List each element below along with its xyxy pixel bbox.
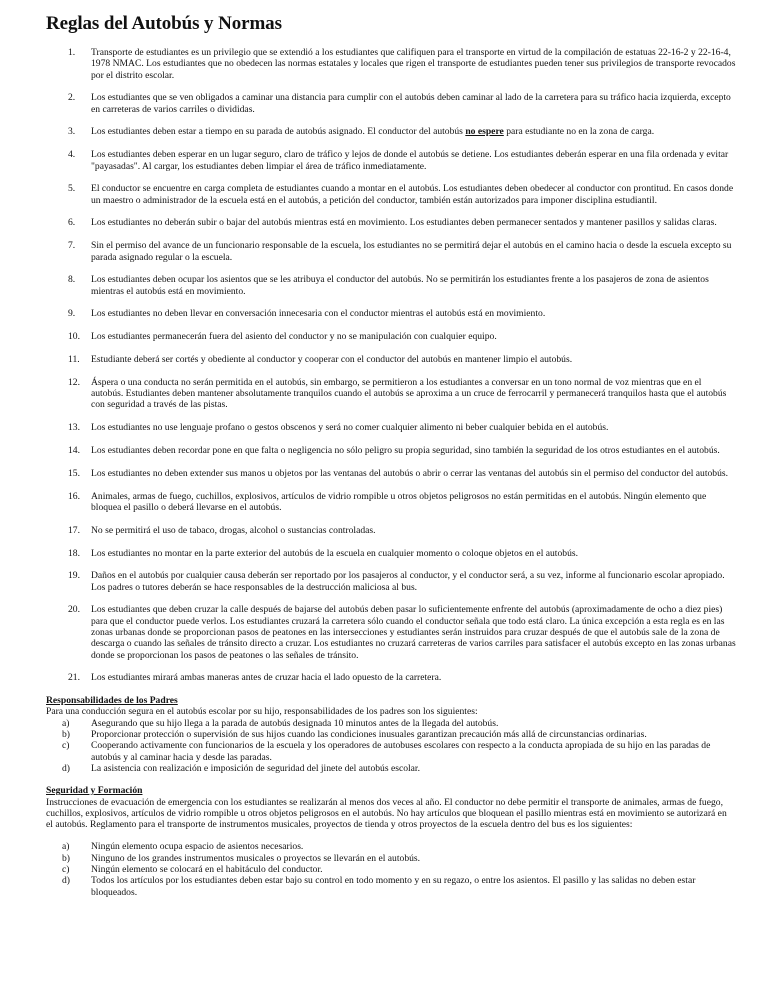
item-text: Ningún elemento ocupa espacio de asientos necesarios. xyxy=(91,841,304,853)
item-text: Estudiante deberá ser cortés y obediente al conductor y cooperar con el conductor del autobús en mantener limpio el autobús. xyxy=(91,354,573,366)
document-page xyxy=(46,12,736,898)
item-number: 5. xyxy=(68,183,76,195)
item-text: Áspera o una conducta no serán permitida en el autobús, sin embargo, se permitieron a los estudiantes a conversar en un tono normal de voz mientras que en el autobús. Estudiantes deben mantener absolutamente tranquilos cuando el autobús se aproxima a un cruce de ferrocarril y permanecerá tranquilos hasta que el autobús con seguridad a través de las pistas. xyxy=(91,376,727,411)
parents-section xyxy=(46,695,736,774)
rule-item xyxy=(46,308,736,319)
item-number: 19. xyxy=(68,570,80,582)
rule-item xyxy=(46,354,736,365)
item-text: No se permitirá el uso de tabaco, drogas, alcohol o sustancias controladas. xyxy=(91,524,376,536)
rule-item xyxy=(46,149,736,172)
rule-item xyxy=(46,604,736,660)
item-text: para estudiante no en la zona de carga. xyxy=(503,126,655,138)
item-number: 18. xyxy=(68,547,80,559)
item-text: Asegurando que su hijo llega a la parada de autobús designada 10 minutos antes de la llegada del autobús. xyxy=(91,717,499,729)
section-intro: Instrucciones de evacuación de emergencia con los estudiantes se realizarán al menos dos veces al año. El conductor no debe permitir el transporte de animales, armas de fuego, cuchillos, explosivos, artículos de vidrio rompible u otros objetos peligrosos en el autobús. No hay artículos que bloquean el pasillo mientras está en movimiento se autorizará en el autobús. Reglamento para el transporte de instrumentos musicales, proyectos de tienda y otros proyectos de la escuela dentro del bus es los siguientes: xyxy=(46,796,727,831)
rule-item xyxy=(46,183,736,206)
list-item xyxy=(46,740,736,763)
item-letter: b) xyxy=(62,852,70,864)
item-text: Ninguno de los grandes instrumentos musicales o proyectos se llevarán en el autobús. xyxy=(91,852,421,864)
rule-item xyxy=(46,672,736,683)
list-item xyxy=(46,853,736,864)
item-text: Transporte de estudiantes es un privilegio que se extendió a los estudiantes que califiquen para el transporte en virtud de la compilación de estatuas 22-16-2 y 22-16-4, 1978 NMAC. Los estudiantes que no obedecen las normas estatales y locales que rigen el transporte de estudiantes pueden tener sus privilegios de transporte revocados por el distrito escolar. xyxy=(91,47,736,81)
item-number: 6. xyxy=(68,217,76,229)
item-letter: b) xyxy=(62,729,70,741)
item-text: Los estudiantes que deben cruzar la calle después de bajarse del autobús deben pasar lo suficientemente enfrente del autobús (aproximadamente de ocho a diez pies) para que el conductor puede verlos. Los estudiantes cruzará la carretera sólo cuando el conductor señala que todo está claro. La única excepción a esta regla es en las zonas urbanas donde se proporcionan pasos de peatones en las intersecciones y estudiantes serán instruidos para cruzar después de que el autobús sale de la zona de descarga o cuando las señales de tránsito directo a cruzar. Los estudiantes no cruzará carreteras de varios carriles para satisfacer el autobús excepto en las zonas urbanas donde se proporcionan los pasos de peatones o las señales de tránsito. xyxy=(91,604,736,661)
section-intro: Para una conducción segura en el autobús escolar por su hijo, responsabilidades de los padres son los siguientes: xyxy=(46,706,478,718)
item-number: 4. xyxy=(68,149,76,161)
item-letter: d) xyxy=(62,762,70,774)
item-text: Los estudiantes deben ocupar los asientos que se les atribuya el conductor del autobús. No se permitirán los estudiantes frente a los pasajeros de zona de asientos mientras el autobús está en movimiento. xyxy=(91,274,709,297)
list-item xyxy=(46,763,736,774)
rule-item xyxy=(46,92,736,115)
item-number: 11. xyxy=(68,354,80,366)
rule-item xyxy=(46,422,736,433)
list-item xyxy=(46,718,736,729)
item-letter: c) xyxy=(62,740,70,752)
rule-item xyxy=(46,548,736,559)
list-item xyxy=(46,875,736,898)
item-number: 1. xyxy=(68,47,76,58)
page-title: Reglas del Autobús y Normas xyxy=(46,13,282,34)
item-text: Todos los artículos por los estudiantes deben estar bajo su control en todo momento y en su regazo, o entre los asientos. El pasillo y las salidas no deben estar bloqueados. xyxy=(91,875,696,898)
rule-item xyxy=(46,445,736,456)
item-text: Los estudiantes no deben extender sus manos u objetos por las ventanas del autobús o abrir o cerrar las ventanas del autobús sin el permiso del conductor del autobús. xyxy=(91,467,729,479)
rule-item xyxy=(46,240,736,263)
item-number: 7. xyxy=(68,240,76,252)
rule-item xyxy=(46,377,736,411)
item-number: 14. xyxy=(68,445,80,457)
spacer xyxy=(46,830,736,841)
safety-section xyxy=(46,785,736,898)
item-letter: a) xyxy=(62,841,70,853)
rule-item xyxy=(46,570,736,593)
item-text: Los estudiantes mirará ambas maneras antes de cruzar hacia el lado opuesto de la carretera. xyxy=(91,672,442,684)
item-number: 16. xyxy=(68,490,80,502)
item-text: Los estudiantes deben recordar pone en que falta o negligencia no sólo peligro su propia seguridad, sino también la seguridad de los otros estudiantes en el autobús. xyxy=(91,445,720,457)
rule-item xyxy=(46,491,736,514)
item-number: 10. xyxy=(68,331,80,343)
spacer xyxy=(46,774,736,785)
list-item xyxy=(46,729,736,740)
item-text: Los estudiantes deben esperar en un lugar seguro, claro de tráfico y lejos de donde el autobús se detiene. Los estudiantes deberán esperar en una fila ordenada y evitar "payasadas". Al cargar, los estudiantes deben limpiar el área de tráfico inmediatamente. xyxy=(91,149,729,172)
parents-list xyxy=(46,718,736,774)
item-number: 20. xyxy=(68,604,80,616)
rules-list xyxy=(46,47,736,684)
rule-item xyxy=(46,274,736,297)
rule-item xyxy=(46,525,736,536)
item-text: Los estudiantes no use lenguaje profano o gestos obscenos y será no comer cualquier alimento ni beber cualquier bebida en el autobús. xyxy=(91,422,609,434)
item-letter: d) xyxy=(62,875,70,887)
item-text: Los estudiantes no montar en la parte exterior del autobús de la escuela en cualquier momento o coloque objetos en el autobús. xyxy=(91,547,578,559)
item-text: Los estudiantes permanecerán fuera del asiento del conductor y no se manipulación con cualquier equipo. xyxy=(91,331,497,343)
list-item xyxy=(46,864,736,875)
item-number: 12. xyxy=(68,376,80,388)
section-heading: Seguridad y Formación xyxy=(46,785,143,797)
item-text: Animales, armas de fuego, cuchillos, explosivos, artículos de vidrio rompible u otros objetos peligrosos no están permitidas en el autobús. Ningún elemento que bloquea el pasillo o deberá llevarse en el autobús. xyxy=(91,490,707,513)
item-text: Los estudiantes no deberán subir o bajar del autobús mientras está en movimiento. Los estudiantes deben permanecer sentados y mantener pasillos y salidas claras. xyxy=(91,217,717,229)
item-text: Ningún elemento se colocará en el habitáculo del conductor. xyxy=(91,864,323,876)
item-text: Los estudiantes deben estar a tiempo en su parada de autobús asignado. El conductor del autobús xyxy=(91,126,466,138)
item-number: 17. xyxy=(68,524,80,536)
section-heading: Responsabilidades de los Padres xyxy=(46,695,178,707)
list-item xyxy=(46,841,736,852)
emphasis-text: no espere xyxy=(465,126,504,138)
item-text: Proporcionar protección o supervisión de sus hijos cuando las condiciones inusuales garantizan precaución más allá de circunstancias ordinarias. xyxy=(91,729,647,741)
item-number: 13. xyxy=(68,422,80,434)
item-number: 3. xyxy=(68,126,76,138)
item-letter: c) xyxy=(62,864,70,876)
item-text: Los estudiantes no deben llevar en conversación innecesaria con el conductor mientras el autobús está en movimiento. xyxy=(91,308,546,320)
rule-item xyxy=(46,47,736,81)
item-text: Daños en el autobús por cualquier causa deberán ser reportado por los pasajeros al conductor, y el conductor será, a su vez, informe al funcionario escolar apropiado. Los padres o tutores deberán se hace responsables de la destrucción maliciosa al bus. xyxy=(91,570,725,593)
rule-item xyxy=(46,217,736,228)
item-text: Los estudiantes que se ven obligados a caminar una distancia para cumplir con el autobús deben caminar al lado de la carretera para su tráfico hacia izquierda, excepto en carreteras de varios carriles o divididas. xyxy=(91,92,731,115)
item-text: La asistencia con realización e imposición de seguridad del jinete del autobús escolar. xyxy=(91,762,420,774)
item-text: Sin el permiso del avance de un funcionario responsable de la escuela, los estudiantes no se permitirá dejar el autobús en el camino hacia o desde la escuela excepto su parada asignado regular o la escuela. xyxy=(91,240,732,263)
safety-list xyxy=(46,841,736,897)
item-number: 15. xyxy=(68,467,80,479)
item-letter: a) xyxy=(62,717,70,729)
item-text: El conductor se encuentre en carga completa de estudiantes cuando a montar en el autobús. Los estudiantes deben obedecer al conductor con prontitud. En casos donde un maestro o administrador de la escuela está en el autobús, a petición del conductor, también están autorizados para imponer disciplina estudiantil. xyxy=(91,183,734,206)
item-number: 2. xyxy=(68,92,76,104)
item-text: Cooperando activamente con funcionarios de la escuela y los operadores de autobuses escolares con respecto a la conducta apropiada de su hijo en las paradas de autobús y al caminar hacia y desde las paradas. xyxy=(91,740,711,763)
item-number: 8. xyxy=(68,274,76,286)
rule-item xyxy=(46,468,736,479)
rule-item xyxy=(46,331,736,342)
rule-item xyxy=(46,126,736,137)
item-number: 21. xyxy=(68,672,80,684)
item-number: 9. xyxy=(68,308,76,320)
